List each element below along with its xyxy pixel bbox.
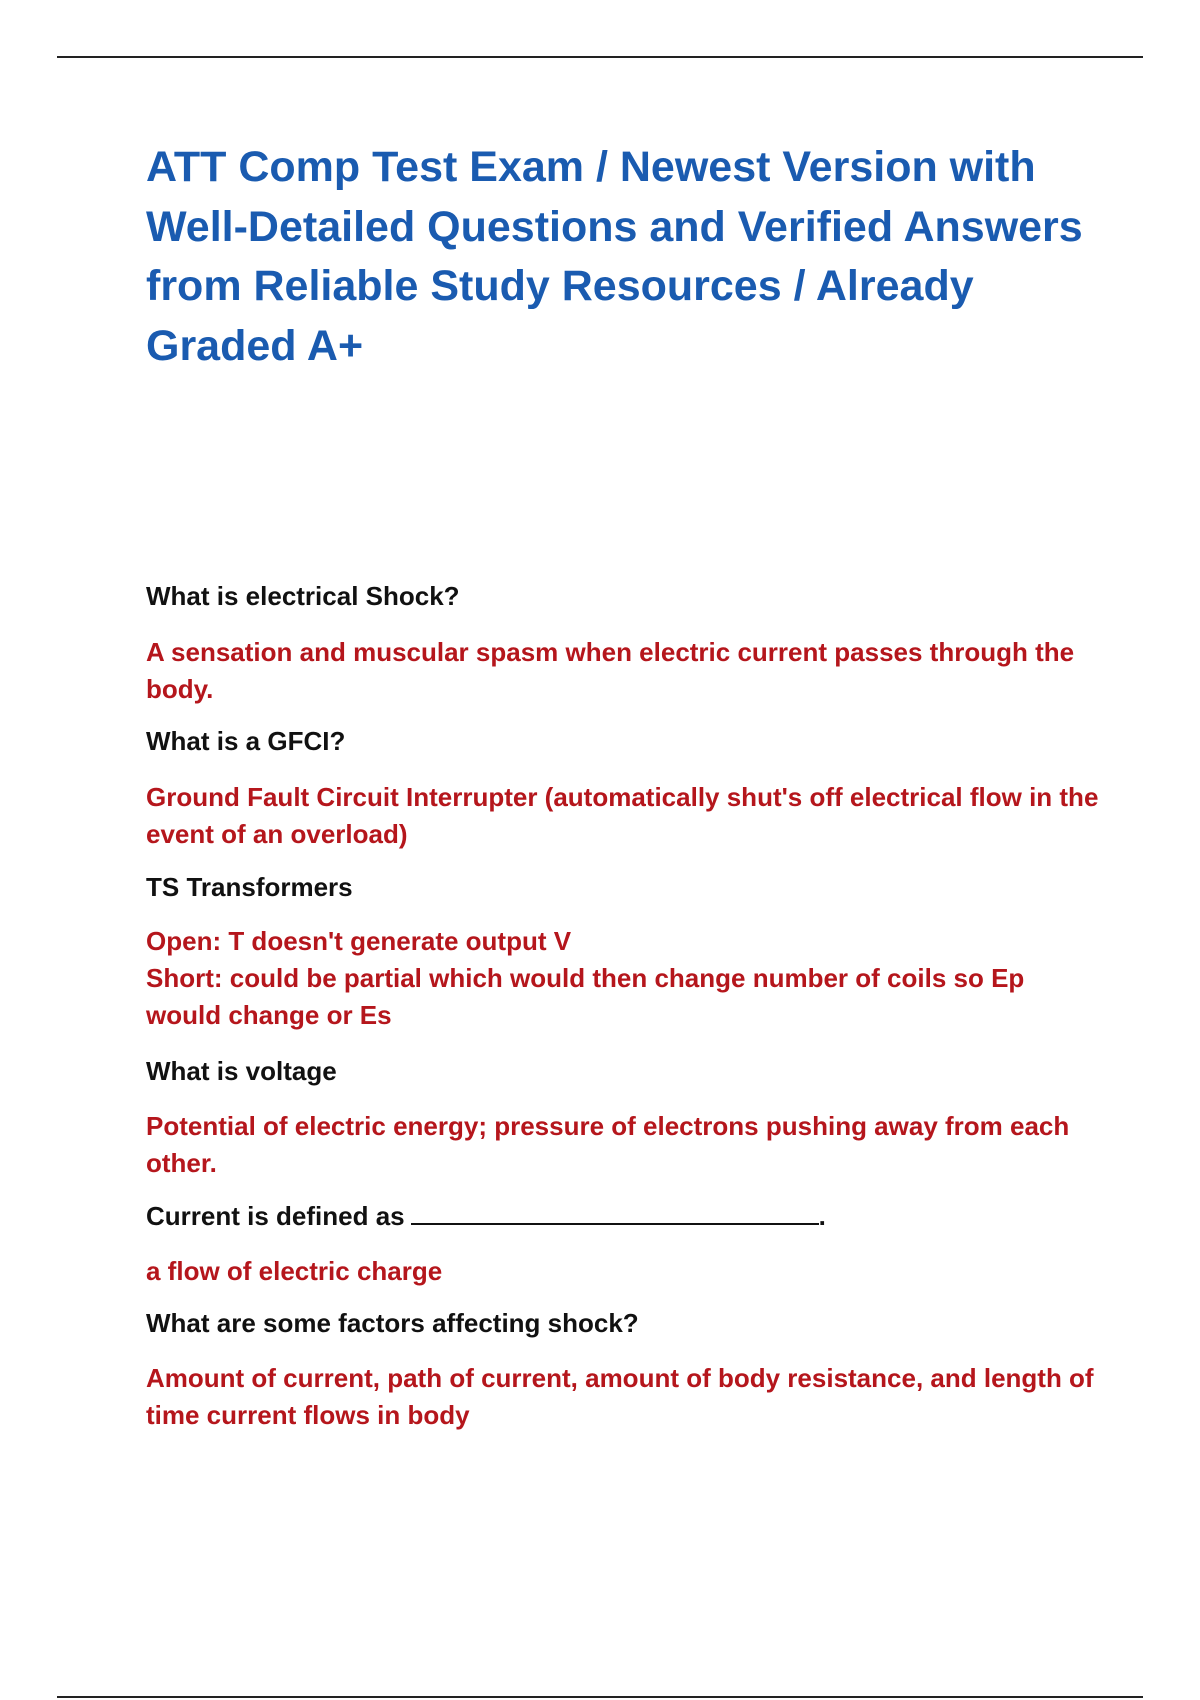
question-6: What are some factors affecting shock? (146, 1308, 639, 1338)
question-3: TS Transformers (146, 872, 353, 902)
footer-rule (57, 1696, 1143, 1698)
answer-4: Potential of electric energy; pressure of electrons pushing away from each other. (146, 1111, 1070, 1178)
answer-3-line-1: Open: T doesn't generate output V (146, 926, 572, 956)
question-5-text: Current is defined as (146, 1201, 405, 1231)
answer-3-line-2: Short: could be partial which would then change number of coils so Ep would change or Es (146, 963, 1025, 1030)
question-1: What is electrical Shock? (146, 581, 460, 611)
answer-3 (146, 923, 1106, 1034)
answer-1: A sensation and muscular spasm when electric current passes through the body. (146, 637, 1075, 704)
question-4: What is voltage (146, 1056, 337, 1086)
question-5 (146, 1198, 1106, 1235)
document-title: ATT Comp Test Exam / Newest Version with Well-Detailed Questions and Verified Answers from Reliable Study Resources / Already Graded A+ (146, 143, 1083, 370)
question-2: What is a GFCI? (146, 726, 346, 756)
answer-2: Ground Fault Circuit Interrupter (automatically shut's off electrical flow in the event of an overload) (146, 782, 1099, 849)
answer-5: a flow of electric charge (146, 1256, 443, 1286)
fill-in-blank (411, 1201, 819, 1225)
question-5-suffix: . (818, 1201, 826, 1231)
header-rule (57, 56, 1143, 58)
answer-6: Amount of current, path of current, amount of body resistance, and length of time current flows in body (146, 1363, 1094, 1430)
